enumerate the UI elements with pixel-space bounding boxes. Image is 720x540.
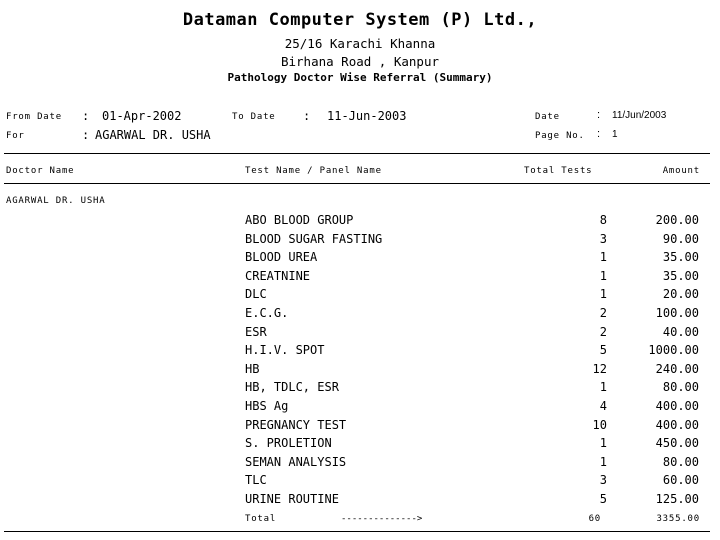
page-no-colon: : (597, 128, 601, 140)
from-date-colon: : (82, 109, 90, 123)
test-count: 3 (599, 473, 607, 488)
date-label: Date (535, 112, 560, 122)
total-arrow: --------------> (341, 514, 423, 524)
date-colon: : (597, 109, 601, 121)
test-count: 4 (599, 399, 607, 413)
column-total-tests: Total Tests (524, 166, 593, 176)
test-count: 1 (599, 268, 607, 283)
test-name: ABO BLOOD GROUP (245, 213, 354, 227)
total-label: Total (245, 514, 277, 524)
footer-divider (4, 531, 710, 532)
test-amount: 35.00 (662, 250, 699, 265)
header-divider-top (4, 153, 710, 154)
test-count: 2 (599, 306, 607, 320)
company-name: Dataman Computer System (P) Ltd., (182, 10, 538, 30)
test-name: BLOOD UREA (245, 250, 318, 265)
for-value: AGARWAL DR. USHA (95, 128, 211, 142)
test-name: H.I.V. SPOT (245, 343, 325, 358)
test-amount: 400.00 (655, 417, 699, 432)
for-colon: : (82, 128, 90, 142)
test-count: 10 (592, 417, 607, 432)
to-date-label: To Date (232, 112, 276, 122)
header-divider-bottom (4, 183, 710, 184)
test-name: HBS Ag (245, 399, 289, 413)
test-amount: 200.00 (655, 213, 699, 227)
test-name: URINE ROUTINE (245, 492, 339, 506)
from-date-label: From Date (6, 112, 62, 122)
test-amount: 40.00 (662, 324, 699, 339)
test-count: 1 (599, 436, 607, 451)
test-amount: 20.00 (662, 287, 699, 302)
test-amount: 35.00 (662, 268, 699, 283)
page-no-value: 1 (612, 129, 618, 140)
address-line-1: 25/16 Karachi Khanna (284, 36, 436, 51)
test-amount: 100.00 (655, 306, 699, 320)
total-amount: 3355.00 (656, 514, 700, 524)
to-date-value: 11-Jun-2003 (327, 109, 407, 123)
column-test-name: Test Name / Panel Name (245, 166, 382, 176)
to-date-colon: : (303, 109, 311, 123)
test-name: E.C.G. (245, 306, 289, 320)
page-no-label: Page No. (535, 131, 585, 141)
test-name: SEMAN ANALYSIS (245, 454, 347, 469)
test-name: HB, TDLC, ESR (245, 380, 339, 395)
test-count: 1 (599, 380, 607, 395)
column-amount: Amount (662, 166, 700, 176)
test-amount: 125.00 (655, 492, 699, 506)
test-name: DLC (245, 287, 267, 302)
for-label: For (6, 131, 25, 141)
test-amount: 450.00 (655, 436, 699, 451)
test-count: 3 (599, 231, 607, 246)
test-name: TLC (245, 473, 267, 488)
report-title: Pathology Doctor Wise Referral (Summary) (227, 71, 493, 84)
test-count: 8 (599, 213, 607, 227)
test-amount: 80.00 (662, 454, 699, 469)
doctor-group-name: AGARWAL DR. USHA (6, 196, 106, 206)
test-amount: 400.00 (655, 399, 699, 413)
test-count: 1 (599, 454, 607, 469)
test-count: 5 (599, 492, 607, 506)
total-count: 60 (588, 514, 601, 524)
test-count: 2 (599, 324, 607, 339)
from-date-value: 01-Apr-2002 (102, 109, 182, 123)
column-doctor-name: Doctor Name (6, 166, 75, 176)
test-name: S. PROLETION (245, 436, 332, 451)
test-count: 5 (599, 343, 607, 358)
test-name: BLOOD SUGAR FASTING (245, 231, 383, 246)
test-amount: 90.00 (662, 231, 699, 246)
test-count: 1 (599, 250, 607, 265)
test-amount: 60.00 (662, 473, 699, 488)
date-value: 11/Jun/2003 (612, 110, 667, 121)
test-amount: 1000.00 (648, 343, 699, 358)
test-count: 1 (599, 287, 607, 302)
test-name: PREGNANCY TEST (245, 417, 347, 432)
test-name: CREATNINE (245, 268, 311, 283)
test-name: ESR (245, 324, 267, 339)
test-amount: 240.00 (655, 361, 699, 376)
test-count: 12 (592, 361, 607, 376)
test-name: HB (245, 361, 260, 376)
test-amount: 80.00 (662, 380, 699, 395)
address-line-2: Birhana Road , Kanpur (280, 54, 440, 69)
